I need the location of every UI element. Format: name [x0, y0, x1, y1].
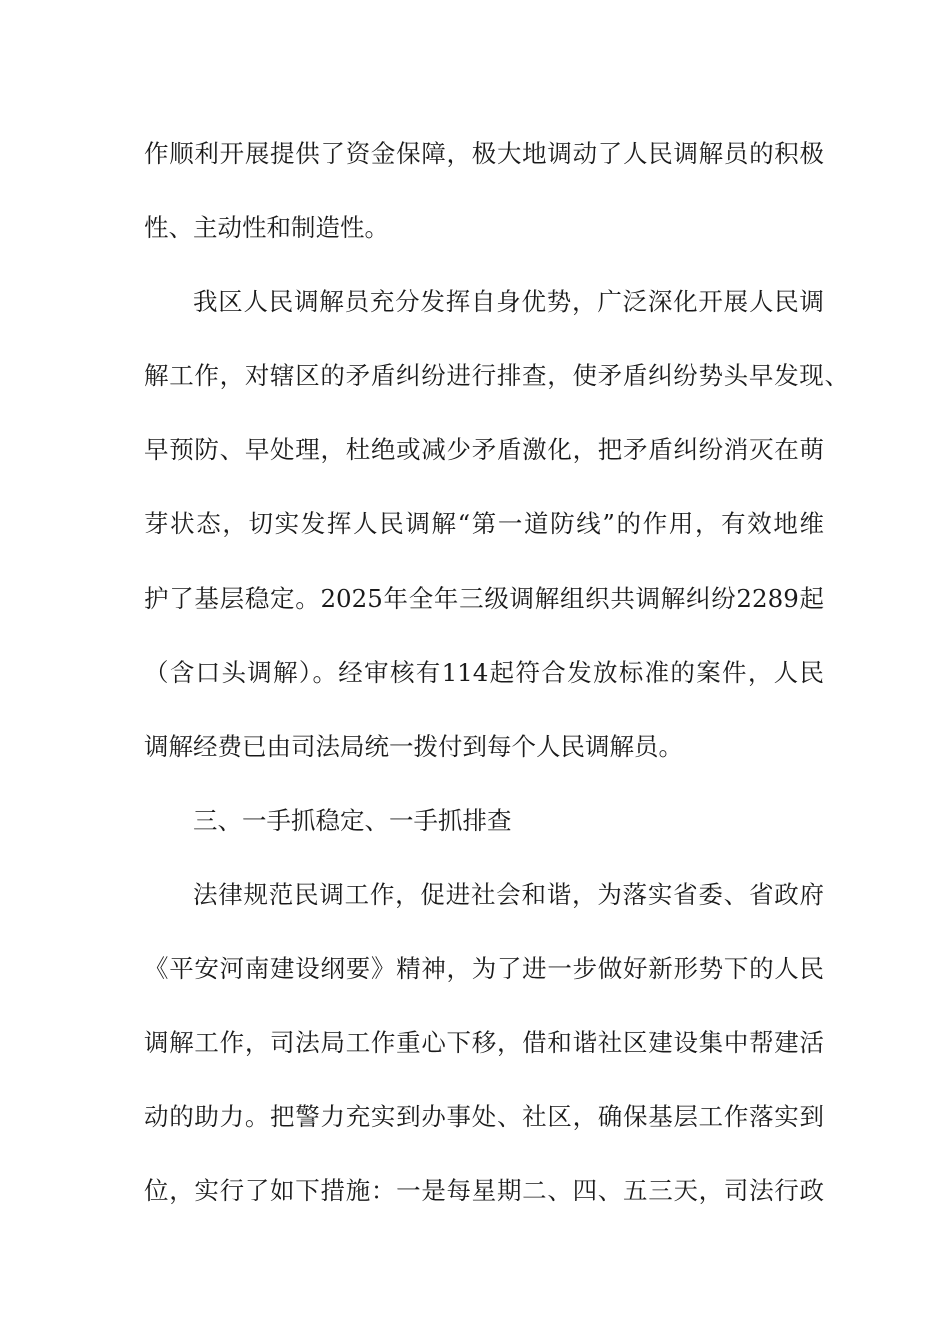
paragraph-line: 护了基层稳定。2025年全年三级调解组织共调解纠纷2289起 [144, 584, 824, 613]
paragraph-line: 解工作，对辖区的矛盾纠纷进行排查，使矛盾纠纷势头早发现、 [144, 361, 849, 390]
paragraph-line: 性、主动性和制造性。 [144, 213, 389, 242]
paragraph-line: 动的助力。把警力充实到办事处、社区，确保基层工作落实到 [144, 1102, 824, 1131]
paragraph-line: 法律规范民调工作，促进社会和谐，为落实省委、省政府 [193, 880, 824, 909]
paragraph-line: 我区人民调解员充分发挥自身优势，广泛深化开展人民调 [193, 287, 824, 316]
paragraph-line: （含口头调解）。经审核有114起符合发放标准的案件，人民 [144, 658, 824, 687]
paragraph-line: 作顺利开展提供了资金保障，极大地调动了人民调解员的积极 [144, 139, 824, 168]
paragraph-line: 调解工作，司法局工作重心下移，借和谐社区建设集中帮建活 [144, 1028, 824, 1057]
paragraph-line: 位，实行了如下措施：一是每星期二、四、五三天，司法行政 [144, 1176, 824, 1205]
paragraph-line: 芽状态，切实发挥人民调解“第一道防线”的作用，有效地维 [144, 509, 824, 538]
section-heading: 三、一手抓稳定、一手抓排查 [193, 806, 512, 835]
paragraph-line: 调解经费已由司法局统一拨付到每个人民调解员。 [144, 732, 683, 761]
paragraph-line: 早预防、早处理，杜绝或减少矛盾激化，把矛盾纠纷消灭在萌 [144, 435, 824, 464]
paragraph-line: 《平安河南建设纲要》精神，为了进一步做好新形势下的人民 [144, 954, 824, 983]
